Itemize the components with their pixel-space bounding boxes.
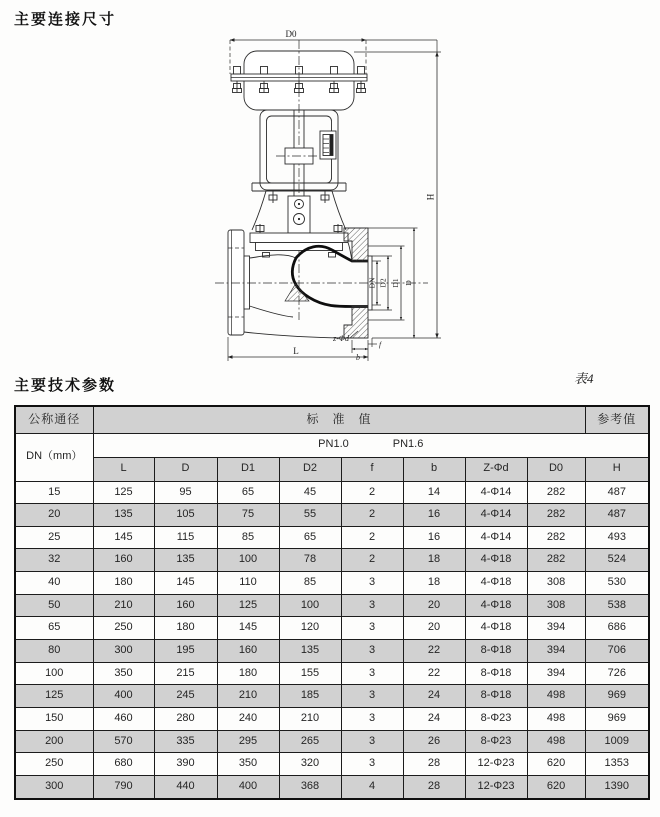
header-pn-rating — [93, 433, 649, 457]
table-cell: 969 — [585, 707, 649, 730]
table-row — [15, 617, 649, 640]
table-cell: 300 — [93, 639, 154, 662]
table-cell: 282 — [527, 481, 585, 504]
table-cell: 28 — [403, 775, 465, 799]
dimension-h — [354, 40, 441, 338]
table-cell: 493 — [585, 526, 649, 549]
table-cell: 125 — [93, 481, 154, 504]
table-cell: 100 — [279, 594, 341, 617]
table-cell: 195 — [154, 639, 217, 662]
section-title-technical-parameters: 主要技术参数 — [14, 377, 117, 394]
table-cell: 50 — [15, 594, 93, 617]
table-cell: 80 — [15, 639, 93, 662]
table-cell: 40 — [15, 572, 93, 595]
table-row — [15, 594, 649, 617]
table-cell: 4-Φ18 — [465, 549, 527, 572]
table-cell: 969 — [585, 685, 649, 708]
table-row — [15, 685, 649, 708]
dimension-f — [368, 338, 382, 349]
col-header-D0: D0 — [527, 457, 585, 481]
table-row — [15, 572, 649, 595]
table-cell: 120 — [279, 617, 341, 640]
table-cell: 280 — [154, 707, 217, 730]
col-header-f: f — [341, 457, 403, 481]
table-cell: 394 — [527, 662, 585, 685]
col-header-Z-d: Z-Φd — [465, 457, 527, 481]
table-cell: 200 — [15, 730, 93, 753]
table-cell: 26 — [403, 730, 465, 753]
table-cell: 150 — [15, 707, 93, 730]
table-row — [15, 775, 649, 799]
parameters-table — [14, 405, 650, 800]
table-cell: 210 — [279, 707, 341, 730]
header-reference-value: 参考值 — [585, 406, 649, 433]
section-title-connection-dimensions: 主要连接尺寸 — [14, 11, 117, 28]
table-cell: 16 — [403, 526, 465, 549]
table-cell: 390 — [154, 753, 217, 776]
table-cell: 8-Φ18 — [465, 662, 527, 685]
table-cell: 1353 — [585, 753, 649, 776]
table-cell: 15 — [15, 481, 93, 504]
table-cell: 282 — [527, 526, 585, 549]
table-cell: 4-Φ18 — [465, 594, 527, 617]
table-cell: 135 — [279, 639, 341, 662]
table-cell: 4-Φ14 — [465, 526, 527, 549]
svg-text:H: H — [425, 193, 436, 201]
header-dn-unit: DN（mm） — [15, 433, 93, 481]
header-standard-value: 标 准 值 — [93, 406, 585, 433]
table-cell: 250 — [15, 753, 93, 776]
table-cell: 726 — [585, 662, 649, 685]
table-row — [15, 730, 649, 753]
table-cell: 4-Φ18 — [465, 617, 527, 640]
table-cell: 265 — [279, 730, 341, 753]
table-row — [15, 753, 649, 776]
dimension-b — [352, 340, 368, 362]
table-cell: 498 — [527, 685, 585, 708]
table-cell: 85 — [217, 526, 279, 549]
svg-text:D2: D2 — [378, 278, 388, 288]
svg-text:D0: D0 — [285, 29, 297, 39]
table-cell: 14 — [403, 481, 465, 504]
table-cell: 78 — [279, 549, 341, 572]
table-cell: 240 — [217, 707, 279, 730]
table-cell: 24 — [403, 707, 465, 730]
col-header-L: L — [93, 457, 154, 481]
table-cell: 1009 — [585, 730, 649, 753]
table-cell: 620 — [527, 775, 585, 799]
table-cell: 440 — [154, 775, 217, 799]
table-cell: 8-Φ23 — [465, 730, 527, 753]
table-cell: 18 — [403, 572, 465, 595]
table-cell: 125 — [217, 594, 279, 617]
table-cell: 706 — [585, 639, 649, 662]
table-cell: 400 — [93, 685, 154, 708]
table-cell: 145 — [217, 617, 279, 640]
table-cell: 620 — [527, 753, 585, 776]
table-row — [15, 707, 649, 730]
col-header-D1: D1 — [217, 457, 279, 481]
bonnet — [252, 191, 346, 233]
table-cell: 110 — [217, 572, 279, 595]
table-cell: 4-Φ18 — [465, 572, 527, 595]
table-cell: 55 — [279, 504, 341, 527]
table-cell: 300 — [15, 775, 93, 799]
svg-text:L: L — [293, 346, 299, 356]
table-cell: 8-Φ23 — [465, 707, 527, 730]
table-cell: 22 — [403, 662, 465, 685]
table-body — [15, 481, 649, 799]
table-cell: 180 — [93, 572, 154, 595]
table-cell: 115 — [154, 526, 217, 549]
table-cell: 1390 — [585, 775, 649, 799]
table-cell: 368 — [279, 775, 341, 799]
table-cell: 487 — [585, 504, 649, 527]
table-cell: 24 — [403, 685, 465, 708]
col-header-D: D — [154, 457, 217, 481]
table-cell: 686 — [585, 617, 649, 640]
table-cell: 210 — [93, 594, 154, 617]
table-cell: 8-Φ18 — [465, 685, 527, 708]
table-row — [15, 504, 649, 527]
table-cell: 308 — [527, 594, 585, 617]
pn16-label: PN1.6 — [392, 438, 424, 451]
table-row — [15, 662, 649, 685]
table-cell: 215 — [154, 662, 217, 685]
table-cell: 22 — [403, 639, 465, 662]
svg-text:D1: D1 — [391, 278, 400, 288]
table-cell: 20 — [403, 617, 465, 640]
table-cell: 145 — [154, 572, 217, 595]
dimension-diameters — [368, 228, 418, 338]
svg-text:z-Φd: z-Φd — [333, 334, 349, 343]
table-cell: 4-Φ14 — [465, 504, 527, 527]
table-cell: 105 — [154, 504, 217, 527]
header-nominal-diameter: 公称通径 — [15, 406, 93, 433]
svg-text:DN: DN — [367, 277, 377, 289]
col-header-H: H — [585, 457, 649, 481]
table-cell: 3 — [341, 594, 403, 617]
table-cell: 250 — [93, 617, 154, 640]
table-row — [15, 549, 649, 572]
table-cell: 135 — [154, 549, 217, 572]
svg-text:f: f — [379, 340, 382, 349]
table-cell: 680 — [93, 753, 154, 776]
table-cell: 160 — [93, 549, 154, 572]
table-cell: 160 — [217, 639, 279, 662]
col-header-b: b — [403, 457, 465, 481]
table-cell: 135 — [93, 504, 154, 527]
table-cell: 320 — [279, 753, 341, 776]
table-cell: 3 — [341, 707, 403, 730]
table-cell: 350 — [93, 662, 154, 685]
table-cell: 3 — [341, 572, 403, 595]
pn10-label: PN1.0 — [318, 438, 349, 451]
table-number: 表4 — [574, 371, 594, 386]
table-cell: 3 — [341, 662, 403, 685]
table-cell: 2 — [341, 481, 403, 504]
table-cell: 32 — [15, 549, 93, 572]
table-cell: 28 — [403, 753, 465, 776]
table-cell: 308 — [527, 572, 585, 595]
table-cell: 18 — [403, 549, 465, 572]
valve-technical-drawing — [193, 28, 465, 368]
table-cell: 65 — [217, 481, 279, 504]
table-cell: 3 — [341, 753, 403, 776]
table-cell: 12-Φ23 — [465, 753, 527, 776]
table-cell: 3 — [341, 639, 403, 662]
table-cell: 155 — [279, 662, 341, 685]
table-cell: 3 — [341, 685, 403, 708]
table-cell: 394 — [527, 617, 585, 640]
table-cell: 2 — [341, 504, 403, 527]
table-cell: 20 — [15, 504, 93, 527]
table-cell: 3 — [341, 617, 403, 640]
table-cell: 160 — [154, 594, 217, 617]
table-cell: 2 — [341, 549, 403, 572]
table-row — [15, 639, 649, 662]
table-cell: 282 — [527, 504, 585, 527]
svg-text:D: D — [404, 280, 413, 286]
table-cell: 210 — [217, 685, 279, 708]
table-cell: 498 — [527, 707, 585, 730]
table-cell: 45 — [279, 481, 341, 504]
table-cell: 180 — [217, 662, 279, 685]
table-cell: 245 — [154, 685, 217, 708]
svg-text:b: b — [356, 353, 360, 362]
table-cell: 530 — [585, 572, 649, 595]
table-cell: 65 — [279, 526, 341, 549]
table-cell: 538 — [585, 594, 649, 617]
table-cell: 75 — [217, 504, 279, 527]
table-cell: 498 — [527, 730, 585, 753]
table-cell: 570 — [93, 730, 154, 753]
table-cell: 350 — [217, 753, 279, 776]
table-cell: 487 — [585, 481, 649, 504]
table-cell: 460 — [93, 707, 154, 730]
travel-indicator — [320, 131, 336, 159]
table-cell: 4-Φ14 — [465, 481, 527, 504]
table-cell: 12-Φ23 — [465, 775, 527, 799]
table-cell: 185 — [279, 685, 341, 708]
table-cell: 85 — [279, 572, 341, 595]
table-cell: 524 — [585, 549, 649, 572]
table-cell: 8-Φ18 — [465, 639, 527, 662]
table-cell: 335 — [154, 730, 217, 753]
table-cell: 16 — [403, 504, 465, 527]
table-row — [15, 481, 649, 504]
table-cell: 295 — [217, 730, 279, 753]
table-cell: 282 — [527, 549, 585, 572]
table-cell: 20 — [403, 594, 465, 617]
table-cell: 2 — [341, 526, 403, 549]
inlet-flange — [228, 230, 250, 335]
table-cell: 394 — [527, 639, 585, 662]
table-cell: 4 — [341, 775, 403, 799]
table-cell: 100 — [15, 662, 93, 685]
table-cell: 145 — [93, 526, 154, 549]
table-cell: 790 — [93, 775, 154, 799]
col-header-D2: D2 — [279, 457, 341, 481]
table-cell: 3 — [341, 730, 403, 753]
table-cell: 125 — [15, 685, 93, 708]
table-cell: 180 — [154, 617, 217, 640]
table-cell: 65 — [15, 617, 93, 640]
table-row — [15, 526, 649, 549]
table-cell: 100 — [217, 549, 279, 572]
table-cell: 95 — [154, 481, 217, 504]
table-cell: 25 — [15, 526, 93, 549]
table-cell: 400 — [217, 775, 279, 799]
